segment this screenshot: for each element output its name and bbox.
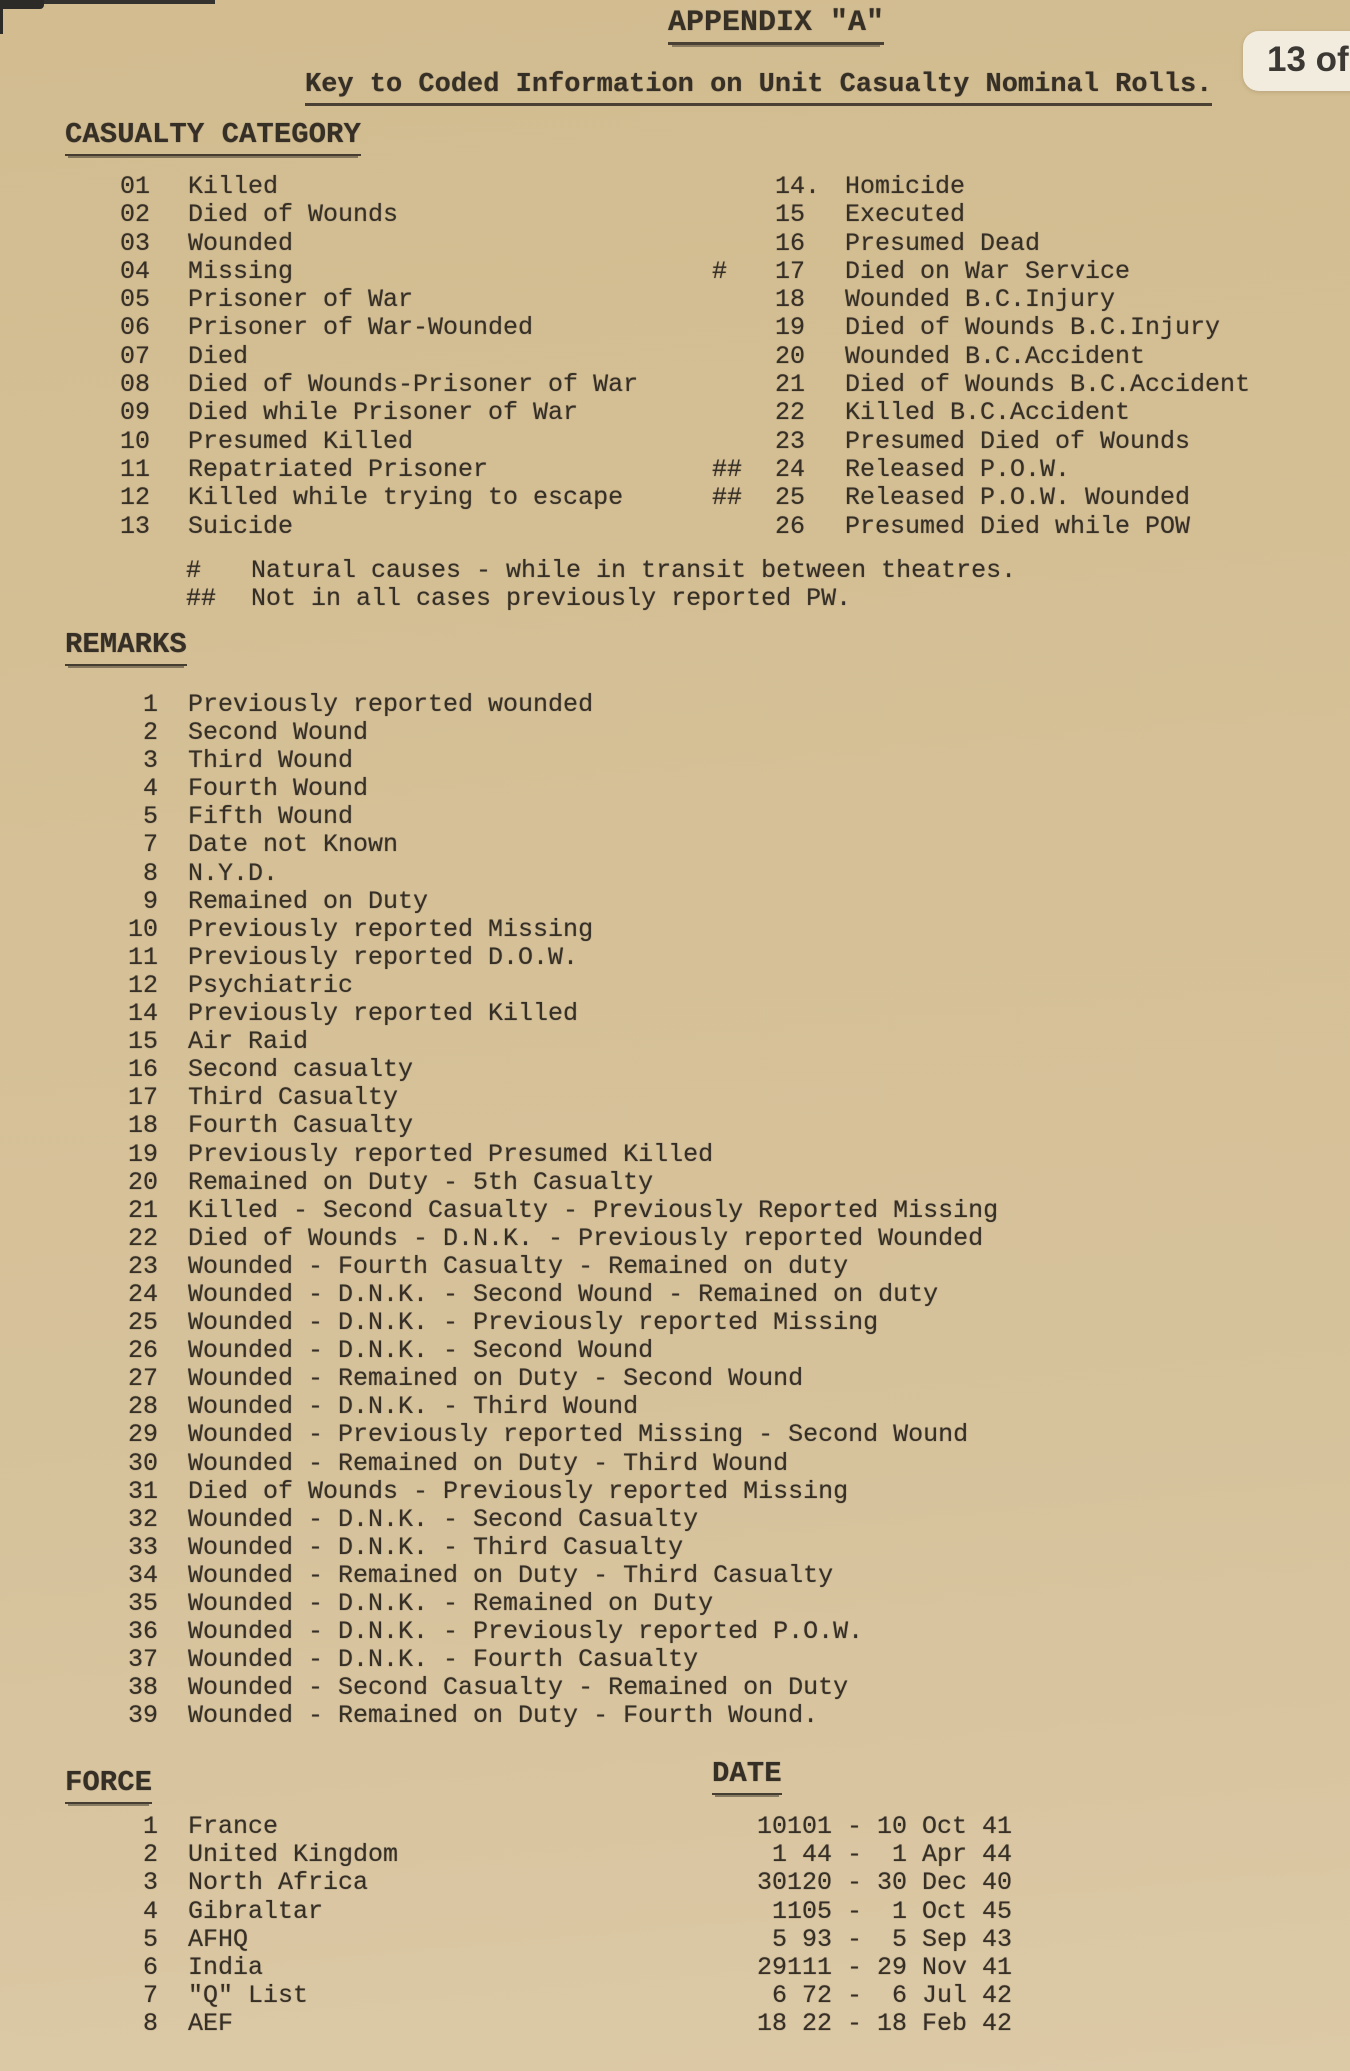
- footnote-text: Natural causes - while in transit between theatres.: [251, 556, 1017, 585]
- casualty-label-right: Homicide: [845, 172, 966, 201]
- date-separator: -: [832, 1981, 878, 2011]
- remark-text: Date not Known: [188, 830, 399, 860]
- casualty-code-left: 13: [120, 511, 151, 541]
- casualty-label-right: Presumed Died of Wounds: [845, 426, 1191, 456]
- date-value: 6 Jul 42: [877, 1981, 1013, 2011]
- remark-code: 30: [127, 1448, 158, 1478]
- remark-text: Wounded - D.N.K. - Previously reported Missing: [188, 1308, 879, 1338]
- remark-code: 19: [127, 1139, 158, 1169]
- date-row: [757, 1897, 1012, 1925]
- casualty-label-left: Died of Wounds-Prisoner of War: [188, 370, 639, 400]
- casualty-label-right: Died of Wounds B.C.Injury: [845, 313, 1221, 343]
- remark-row: [0, 1308, 1350, 1336]
- casualty-category-heading: CASUALTY CATEGORY: [65, 118, 361, 156]
- casualty-code-left: 02: [120, 200, 151, 230]
- remark-row: [0, 1083, 1350, 1111]
- remark-row: [0, 690, 1350, 718]
- remark-text: Previously reported wounded: [188, 690, 594, 719]
- casualty-label-left: Prisoner of War-Wounded: [188, 313, 534, 343]
- force-text: AEF: [188, 2009, 234, 2039]
- force-code: 6: [142, 1952, 158, 1982]
- force-text: India: [188, 1952, 264, 1982]
- remark-code: 3: [142, 746, 158, 776]
- force-row: [0, 1953, 640, 1981]
- casualty-code-left: 04: [120, 256, 151, 286]
- force-text: United Kingdom: [188, 1840, 399, 1870]
- remark-code: 34: [127, 1560, 158, 1590]
- date-value: 30 Dec 40: [877, 1868, 1013, 1898]
- remark-text: Wounded - D.N.K. - Third Casualty: [188, 1532, 684, 1562]
- casualty-category-row: [0, 512, 1350, 540]
- casualty-code-left: 05: [120, 285, 151, 315]
- remark-text: Wounded - D.N.K. - Previously reported P.O.W.: [188, 1617, 864, 1647]
- remark-text: Wounded - Fourth Casualty - Remained on duty: [188, 1251, 849, 1281]
- casualty-code-right: 26: [775, 511, 806, 541]
- casualty-code-left: 03: [120, 228, 151, 258]
- remark-text: Killed - Second Casualty - Previously Reported Missing: [188, 1195, 999, 1225]
- remark-code: 39: [127, 1701, 158, 1731]
- footnote-row: [0, 556, 1350, 584]
- remark-text: Air Raid: [188, 1027, 309, 1057]
- date-code: 1 44: [757, 1840, 833, 1870]
- remark-row: [0, 746, 1350, 774]
- casualty-code-left: 08: [120, 370, 151, 400]
- remark-text: Wounded - D.N.K. - Second Wound: [188, 1336, 654, 1366]
- remark-text: Wounded - D.N.K. - Third Wound: [188, 1392, 639, 1422]
- remark-text: Fourth Wound: [188, 774, 369, 804]
- date-code: 6 72: [757, 1981, 833, 2011]
- document-subtitle: Key to Coded Information on Unit Casualty Nominal Rolls.: [305, 70, 1212, 106]
- remark-row: [0, 1617, 1350, 1645]
- casualty-label-right: Wounded B.C.Injury: [845, 285, 1116, 315]
- remark-code: 7: [142, 830, 158, 860]
- casualty-code-right: 22: [775, 398, 806, 428]
- remark-text: Second Wound: [188, 718, 369, 748]
- remark-text: Wounded - D.N.K. - Fourth Casualty: [188, 1645, 699, 1675]
- force-code: 1: [142, 1812, 158, 1841]
- remark-row: [0, 718, 1350, 746]
- remark-row: [0, 1224, 1350, 1252]
- casualty-category-row: [0, 398, 1350, 426]
- remark-row: [0, 859, 1350, 887]
- remark-text: Previously reported Missing: [188, 914, 594, 944]
- casualty-label-left: Presumed Killed: [188, 426, 414, 456]
- remark-row: [0, 1364, 1350, 1392]
- remark-row: [0, 830, 1350, 858]
- date-row: [757, 1868, 1012, 1896]
- remark-row: [0, 1420, 1350, 1448]
- casualty-label-left: Killed while trying to escape: [188, 483, 624, 513]
- date-code: 5 93: [757, 1924, 833, 1954]
- remark-text: Fifth Wound: [188, 802, 354, 832]
- remark-row: [0, 774, 1350, 802]
- date-heading: DATE: [712, 1757, 782, 1795]
- casualty-label-left: Died: [188, 341, 249, 371]
- remark-code: 38: [127, 1673, 158, 1703]
- remark-text: Wounded - Remained on Duty - Third Casualty: [188, 1560, 834, 1590]
- casualty-code-right: 19: [775, 313, 806, 343]
- casualty-code-left: 01: [120, 172, 151, 201]
- remark-row: [0, 1027, 1350, 1055]
- force-code: 2: [142, 1840, 158, 1870]
- remark-row: [0, 1140, 1350, 1168]
- casualty-code-left: 11: [120, 454, 151, 484]
- remark-text: Previously reported Presumed Killed: [188, 1139, 714, 1169]
- remark-row: [0, 1280, 1350, 1308]
- casualty-label-left: Prisoner of War: [188, 285, 414, 315]
- remark-text: Psychiatric: [188, 970, 354, 1000]
- casualty-label-left: Killed: [188, 172, 279, 201]
- remark-text: Wounded - D.N.K. - Second Wound - Remained on duty: [188, 1279, 939, 1309]
- casualty-label-left: Missing: [188, 256, 294, 286]
- date-row: [757, 1812, 1012, 1840]
- remark-code: 29: [127, 1420, 158, 1450]
- remark-code: 18: [127, 1111, 158, 1141]
- date-separator: -: [832, 1868, 878, 1898]
- force-row: [0, 1868, 640, 1896]
- remark-code: 25: [127, 1308, 158, 1338]
- date-list: [757, 1812, 1012, 2038]
- force-row: [0, 1840, 640, 1868]
- force-text: AFHQ: [188, 1924, 249, 1954]
- casualty-label-left: Suicide: [188, 511, 294, 541]
- remark-row: [0, 943, 1350, 971]
- remark-code: 9: [142, 886, 158, 916]
- remark-row: [0, 1196, 1350, 1224]
- remark-row: [0, 1701, 1350, 1729]
- footnote-mark: ##: [186, 584, 217, 614]
- remark-code: 14: [127, 999, 158, 1029]
- remark-row: [0, 1392, 1350, 1420]
- force-row: [0, 2009, 640, 2037]
- force-text: Gibraltar: [188, 1896, 324, 1926]
- remark-code: 37: [127, 1645, 158, 1675]
- force-row: [0, 1981, 640, 2009]
- casualty-code-right: 24: [775, 454, 806, 484]
- remark-code: 5: [142, 802, 158, 832]
- force-text: North Africa: [188, 1868, 369, 1898]
- remark-text: Wounded - Previously reported Missing - Second Wound: [188, 1420, 969, 1450]
- date-row: [757, 2009, 1012, 2037]
- casualty-code-left: 10: [120, 426, 151, 456]
- casualty-code-right: 15: [775, 200, 806, 230]
- remark-row: [0, 1111, 1350, 1139]
- force-row: [0, 1925, 640, 1953]
- casualty-label-right: Wounded B.C.Accident: [845, 341, 1146, 371]
- remark-code: 31: [127, 1476, 158, 1506]
- force-heading: FORCE: [65, 1766, 152, 1804]
- scan-edge-corner: [0, 0, 44, 9]
- remark-code: 28: [127, 1392, 158, 1422]
- date-code: 10101: [757, 1812, 833, 1841]
- casualty-label-right: Died of Wounds B.C.Accident: [845, 370, 1251, 400]
- casualty-label-right: Died on War Service: [845, 256, 1131, 286]
- casualty-label-left: Died of Wounds: [188, 200, 399, 230]
- casualty-label-left: Repatriated Prisoner: [188, 454, 489, 484]
- date-row: [757, 1840, 1012, 1868]
- date-separator: -: [832, 1812, 878, 1841]
- remark-row: [0, 1673, 1350, 1701]
- casualty-category-row: [0, 370, 1350, 398]
- casualty-label-right: Presumed Died while POW: [845, 511, 1191, 541]
- remark-code: 1: [142, 690, 158, 719]
- casualty-category-row: [0, 455, 1350, 483]
- remark-row: [0, 915, 1350, 943]
- remark-code: 27: [127, 1364, 158, 1394]
- force-code: 3: [142, 1868, 158, 1898]
- remark-text: Died of Wounds - Previously reported Missing: [188, 1476, 849, 1506]
- casualty-label-right: Presumed Dead: [845, 228, 1041, 258]
- casualty-code-right: 16: [775, 228, 806, 258]
- force-code: 8: [142, 2009, 158, 2039]
- date-value: 1 Oct 45: [877, 1896, 1013, 1926]
- force-list: [0, 1812, 640, 2038]
- casualty-label-right: Killed B.C.Accident: [845, 398, 1131, 428]
- casualty-label-right: Released P.O.W. Wounded: [845, 483, 1191, 513]
- casualty-footnotes: [0, 556, 1350, 613]
- force-row: [0, 1812, 640, 1840]
- remark-row: [0, 971, 1350, 999]
- remark-text: Third Casualty: [188, 1083, 399, 1113]
- date-value: 29 Nov 41: [877, 1952, 1013, 1982]
- remark-row: [0, 1589, 1350, 1617]
- casualty-code-right: 20: [775, 341, 806, 371]
- remark-row: [0, 1645, 1350, 1673]
- footnote-marker: ##: [712, 454, 743, 484]
- casualty-category-row: [0, 427, 1350, 455]
- remark-code: 10: [127, 914, 158, 944]
- remark-text: Wounded - D.N.K. - Remained on Duty: [188, 1589, 714, 1618]
- remark-text: Wounded - Remained on Duty - Third Wound: [188, 1448, 789, 1478]
- casualty-category-row: [0, 257, 1350, 285]
- date-row: [757, 1981, 1012, 2009]
- remark-text: Wounded - D.N.K. - Second Casualty: [188, 1504, 699, 1534]
- casualty-code-right: 21: [775, 370, 806, 400]
- date-separator: -: [832, 1952, 878, 1982]
- force-text: France: [188, 1812, 279, 1841]
- date-separator: -: [832, 2009, 878, 2039]
- remark-text: Remained on Duty - 5th Casualty: [188, 1167, 654, 1197]
- casualty-label-right: Released P.O.W.: [845, 454, 1071, 484]
- remark-row: [0, 1055, 1350, 1083]
- date-code: 29111: [757, 1952, 833, 1982]
- casualty-category-row: [0, 313, 1350, 341]
- casualty-code-right: 17: [775, 256, 806, 286]
- casualty-category-row: [0, 229, 1350, 257]
- remark-text: Wounded - Second Casualty - Remained on Duty: [188, 1673, 849, 1703]
- date-row: [757, 1925, 1012, 1953]
- remark-code: 24: [127, 1279, 158, 1309]
- remark-text: Third Wound: [188, 746, 354, 776]
- remark-text: Died of Wounds - D.N.K. - Previously reported Wounded: [188, 1223, 984, 1253]
- remark-row: [0, 802, 1350, 830]
- remark-code: 21: [127, 1195, 158, 1225]
- remark-code: 2: [142, 718, 158, 748]
- footnote-mark: #: [186, 556, 202, 585]
- remark-code: 32: [127, 1504, 158, 1534]
- footnote-marker: #: [712, 256, 728, 286]
- date-value: 5 Sep 43: [877, 1924, 1013, 1954]
- casualty-code-right: 23: [775, 426, 806, 456]
- remark-row: [0, 1336, 1350, 1364]
- remark-text: Fourth Casualty: [188, 1111, 414, 1141]
- casualty-code-left: 12: [120, 483, 151, 513]
- casualty-code-right: 18: [775, 285, 806, 315]
- force-row: [0, 1897, 640, 1925]
- remark-text: Previously reported Killed: [188, 999, 579, 1029]
- footnote-text: Not in all cases previously reported PW.: [251, 584, 852, 614]
- date-value: 1 Apr 44: [877, 1840, 1013, 1870]
- casualty-category-row: [0, 483, 1350, 511]
- remark-code: 33: [127, 1532, 158, 1562]
- page-count-badge: 13 of: [1243, 31, 1350, 91]
- remark-code: 23: [127, 1251, 158, 1281]
- footnote-marker: ##: [712, 483, 743, 513]
- remark-text: Wounded - Remained on Duty - Second Wound: [188, 1364, 804, 1394]
- remark-row: [0, 1477, 1350, 1505]
- date-separator: -: [832, 1924, 878, 1954]
- remark-row: [0, 1252, 1350, 1280]
- remarks-list: [0, 690, 1350, 1729]
- date-row: [757, 1953, 1012, 1981]
- force-code: 5: [142, 1924, 158, 1954]
- remark-code: 4: [142, 774, 158, 804]
- force-code: 4: [142, 1896, 158, 1926]
- casualty-code-left: 09: [120, 398, 151, 428]
- footnote-row: [0, 584, 1350, 612]
- remark-row: [0, 1449, 1350, 1477]
- casualty-category-row: [0, 285, 1350, 313]
- scan-edge-left: [0, 0, 3, 34]
- remark-code: 20: [127, 1167, 158, 1197]
- remark-row: [0, 999, 1350, 1027]
- casualty-code-right: 14.: [775, 172, 821, 201]
- remark-code: 35: [127, 1589, 158, 1618]
- force-text: "Q" List: [188, 1981, 309, 2011]
- remark-code: 22: [127, 1223, 158, 1253]
- remark-text: Second casualty: [188, 1055, 414, 1085]
- casualty-category-row: [0, 342, 1350, 370]
- remark-row: [0, 1168, 1350, 1196]
- appendix-title: APPENDIX "A": [668, 6, 884, 45]
- casualty-label-left: Wounded: [188, 228, 294, 258]
- casualty-category-row: [0, 200, 1350, 228]
- remark-code: 26: [127, 1336, 158, 1366]
- remark-row: [0, 1505, 1350, 1533]
- remark-code: 12: [127, 970, 158, 1000]
- date-code: 30120: [757, 1868, 833, 1898]
- remark-text: Wounded - Remained on Duty - Fourth Wound.: [188, 1701, 819, 1731]
- remark-code: 36: [127, 1617, 158, 1647]
- date-code: 1105: [757, 1896, 833, 1926]
- remark-text: Previously reported D.O.W.: [188, 942, 579, 972]
- remark-text: Remained on Duty: [188, 886, 429, 916]
- remark-row: [0, 887, 1350, 915]
- remark-code: 11: [127, 942, 158, 972]
- remark-code: 8: [142, 858, 158, 888]
- date-separator: -: [832, 1896, 878, 1926]
- date-separator: -: [832, 1840, 878, 1870]
- casualty-label-right: Executed: [845, 200, 966, 230]
- remarks-heading: REMARKS: [65, 628, 187, 666]
- casualty-category-row: [0, 172, 1350, 200]
- casualty-code-left: 06: [120, 313, 151, 343]
- remark-row: [0, 1533, 1350, 1561]
- force-code: 7: [142, 1981, 158, 2011]
- date-value: 18 Feb 42: [877, 2009, 1013, 2039]
- casualty-label-left: Died while Prisoner of War: [188, 398, 579, 428]
- casualty-category-table: [0, 172, 1350, 540]
- date-code: 18 22: [757, 2009, 833, 2039]
- remark-code: 16: [127, 1055, 158, 1085]
- remark-row: [0, 1561, 1350, 1589]
- remark-code: 15: [127, 1027, 158, 1057]
- casualty-code-right: 25: [775, 483, 806, 513]
- date-value: 10 Oct 41: [877, 1812, 1013, 1841]
- remark-text: N.Y.D.: [188, 858, 279, 888]
- casualty-code-left: 07: [120, 341, 151, 371]
- remark-code: 17: [127, 1083, 158, 1113]
